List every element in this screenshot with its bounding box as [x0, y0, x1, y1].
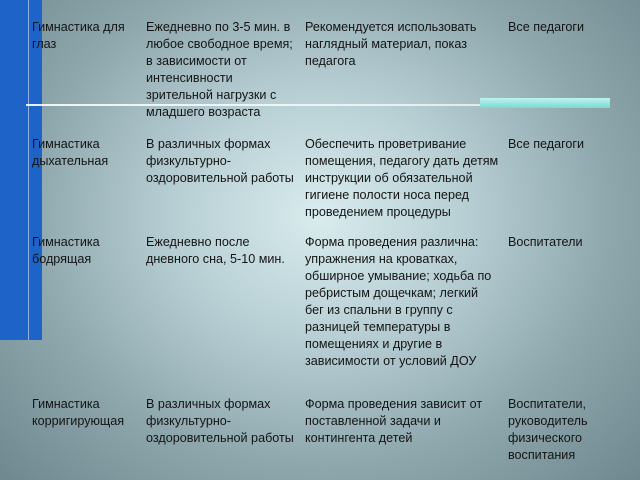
cell-features: Обеспечить проветривание помещения, педагогу дать детям инструкции об обязательной гигиене полости носа перед проведением процедуры [305, 137, 499, 219]
cell-features: Форма проведения зависит от поставленной задачи и контингента детей [305, 397, 483, 445]
cell-time: Ежедневно по 3-5 мин. в любое свободное время; в зависимости от интенсивности зрительной нагрузки с младшего возраста [146, 20, 293, 119]
cell-features: Форма проведения различна: упражнения на кроватках, обширное умывание; ходьба по ребристым дощечкам; легкий бег из спальни в группу с разницей температуры в помещениях и другие в зависимости от условий ДОУ [305, 235, 492, 368]
cell-time: В различных формах физкультурно-оздоровительной работы [146, 137, 294, 185]
decorative-teal-bar [480, 98, 610, 108]
cell-type: Гимнастика для глаз [32, 20, 125, 51]
cell-time: В различных формах физкультурно-оздоровительной работы [146, 397, 294, 445]
cell-type: Гимнастика дыхательная [32, 137, 109, 168]
cell-time: Ежедневно после дневного сна, 5-10 мин. [146, 235, 285, 266]
cell-features: Рекомендуется использовать наглядный материал, показ педагога [305, 20, 477, 68]
cell-responsible: Воспитатели, руководитель физического воспитания [508, 397, 588, 462]
cell-responsible: Воспитатели [508, 235, 583, 249]
decorative-vertical-line [28, 0, 29, 340]
cell-type: Гимнастика корригирующая [32, 397, 125, 428]
cell-responsible: Все педагоги [508, 137, 585, 151]
cell-responsible: Все педагоги [508, 20, 585, 34]
cell-type: Гимнастика бодрящая [32, 235, 100, 266]
